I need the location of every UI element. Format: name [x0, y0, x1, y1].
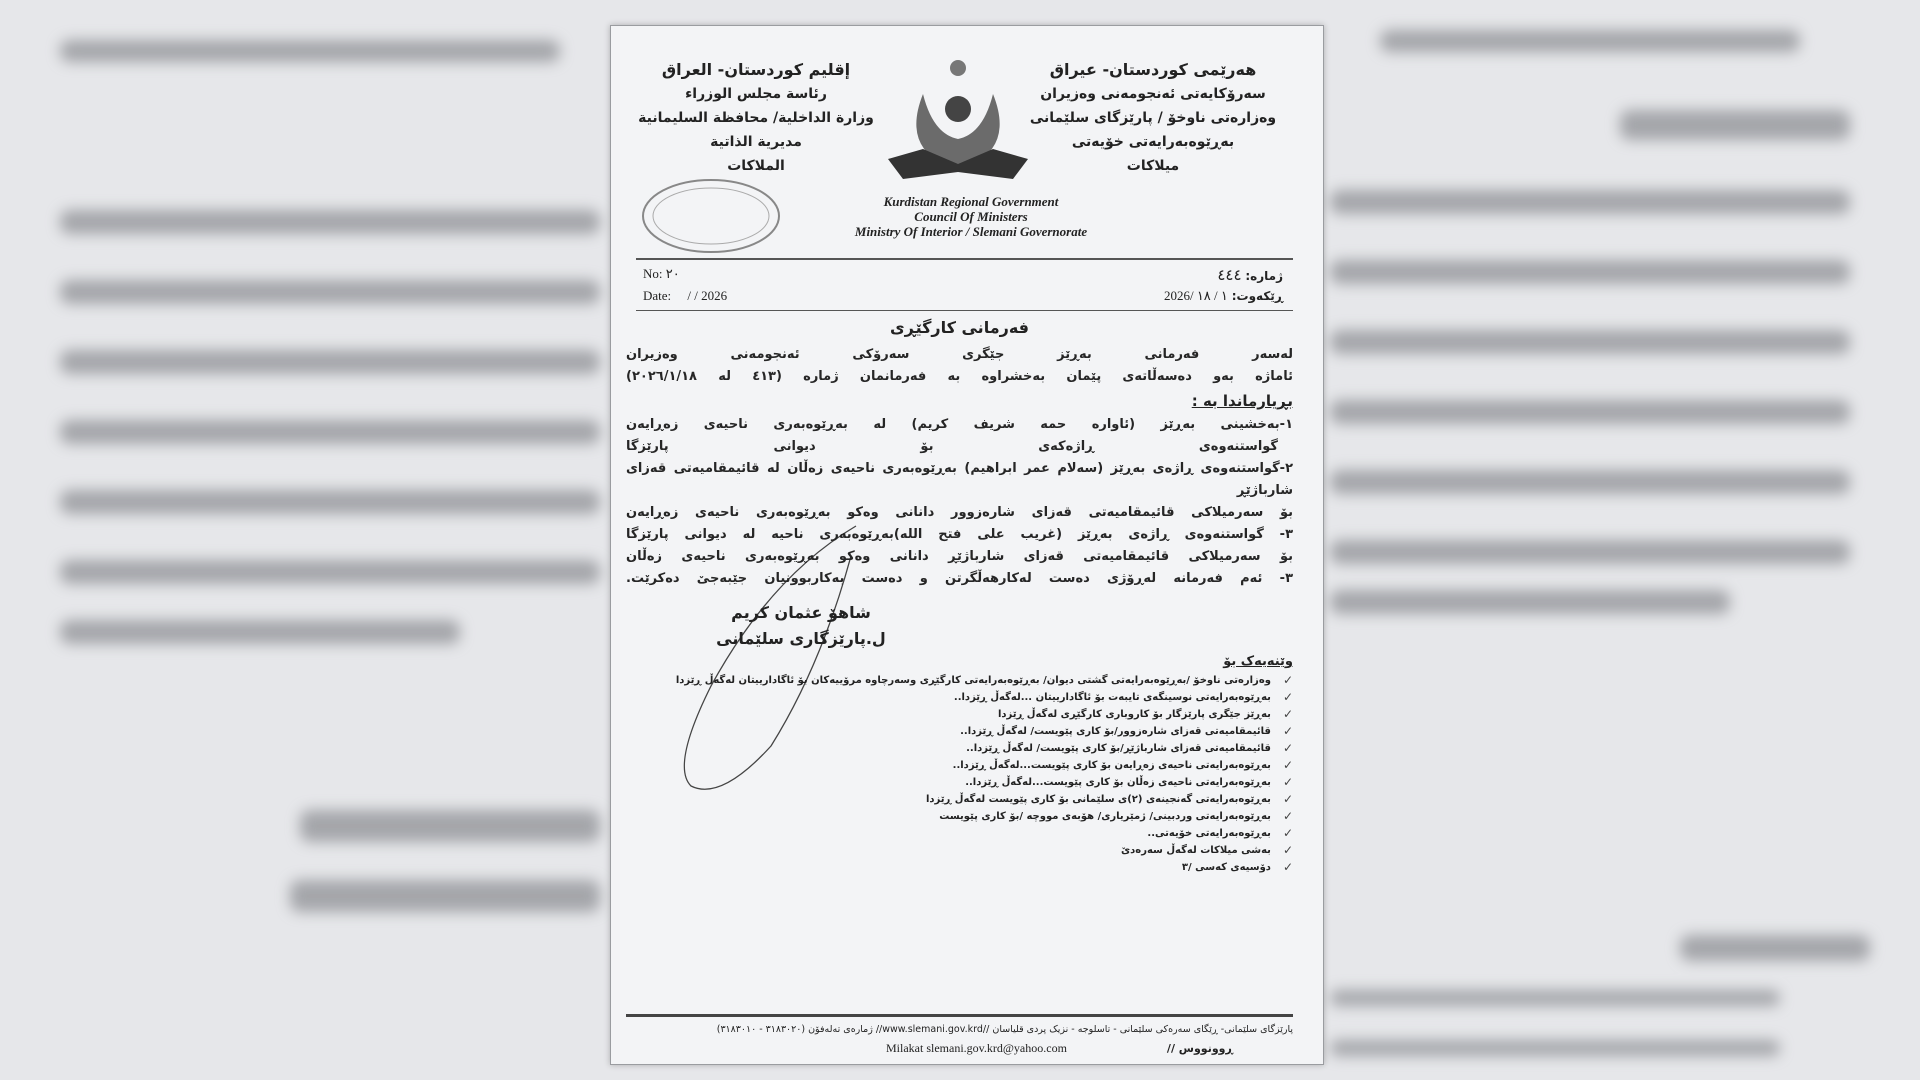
- no-value: ٢٠: [665, 266, 680, 281]
- header-arabic: [636, 58, 876, 178]
- cc-item: [666, 757, 1293, 774]
- footer: [626, 1014, 1293, 1056]
- checkmark-icon: ✓: [1282, 809, 1293, 823]
- header-line: Kurdistan Regional Government: [883, 194, 1059, 209]
- cc-heading: وێنەیەک بۆ: [1223, 654, 1293, 669]
- checkmark-icon: ✓: [1282, 792, 1293, 806]
- cc-item-text: بەڕێوەبەرایەتی ناحیەی زەڕایەن بۆ کاری پێویست...لەگەڵ ڕێزدا..: [952, 760, 1271, 771]
- header-line: رئاسة مجلس الوزراء: [685, 86, 827, 102]
- krg-emblem-icon: [883, 54, 1033, 194]
- intro-line: ئاماژە بەو دەسەڵاتەی پێمان بەخشراوە بە فەرمانمان ژمارە (٤١٣ لە ٢٠٢٦/١/١٨): [626, 369, 1293, 384]
- decision-line: ٣- گواستنەوەی ڕاژەی بەڕێز (غریب علی فتح الله)بەڕێوەبەری ناحیە لە دیوانی پارێزگا: [626, 527, 1293, 542]
- cc-item-text: بەڕێوەبەرایەتی ناحیەی زەڵان بۆ کاری پێویست...لەگەڵ ڕێزدا..: [965, 777, 1271, 788]
- cc-item: [666, 672, 1293, 689]
- header-line: مديرية الذاتية: [710, 134, 802, 150]
- cc-item: [666, 825, 1293, 842]
- date-label: Date:: [643, 288, 672, 303]
- header-line: وزارة الداخلية/ محافظة السليمانية: [638, 110, 874, 126]
- intro-line: لەسەر فەرمانی بەڕێز جێگری سەرۆکی ئەنجومەنی وەزیران: [626, 347, 1293, 362]
- document-body: [626, 316, 1293, 1056]
- number-field: [1217, 266, 1283, 284]
- footer-email: Milakat slemani.gov.krd@yahoo.com: [886, 1041, 1067, 1055]
- cc-item-text: بەشی میلاکات لەگەڵ سەرەدێ: [1121, 845, 1271, 856]
- cc-item: [666, 740, 1293, 757]
- cc-item-text: قائیمقامیەتی قەزای شارباژێڕ/بۆ کاری پێویست/ لەگەڵ ڕێزدا..: [966, 743, 1271, 754]
- cc-item-text: بەڕێوەبەرایەتی وردبینی/ ژمێریاری/ هۆبەی مووچە /بۆ کاری پێویست: [939, 811, 1271, 822]
- checkmark-icon: ✓: [1282, 860, 1293, 874]
- header-english: [811, 194, 1131, 239]
- signer-name: شاهۆ عثمان کریم: [731, 603, 871, 622]
- header-line: هەرێمی کوردستان- عیراق: [1049, 60, 1257, 79]
- cc-item: [666, 791, 1293, 808]
- official-stamp: [639, 176, 784, 256]
- number-value: ٤٤٤: [1217, 266, 1242, 284]
- decision-line: ١-بەخشینی بەڕێز (ئاوارە حمە شریف کریم) لە بەڕێوەبەری ناحیەی زەڕایەن: [626, 417, 1293, 432]
- footer-row: [626, 1041, 1293, 1056]
- footer-address: پارێزگای سلێمانی- ڕێگای سەرەکی سلێمانی - تاسلوجە - نزیک پردی قلیاسان //www.slemani.gov.krd// ژمارەی تەلەفۆن (٣١٨٣٠٢٠ - ٣١٨٣٠١٠): [716, 1024, 1293, 1035]
- checkmark-icon: ✓: [1282, 707, 1293, 721]
- checkmark-icon: ✓: [1282, 826, 1293, 840]
- cc-item-text: قائیمقامیەتی قەزای شارەزوور/بۆ کاری پێویست/ لەگەڵ ڕێزدا..: [960, 726, 1271, 737]
- decision-line: بۆ سەرمیلاکی قائیمقامیەتی قەزای شارەزوور دانانی وەکو بەڕێوەبەری ناحیەی زەڕایەن: [626, 505, 1293, 520]
- no-label: No:: [643, 266, 663, 281]
- date-field: [643, 288, 727, 304]
- header-line: وەزارەتی ناوخۆ / پارێزگای سلێمانی: [1029, 110, 1277, 126]
- checkmark-icon: ✓: [1282, 741, 1293, 755]
- cc-item-text: بەڕێوەبەرایەتی نوسینگەی تایبەت بۆ ئاگادارییتان ...لەگەڵ ڕێزدا..: [953, 692, 1271, 703]
- divider: [636, 310, 1293, 311]
- no-field: [643, 266, 680, 282]
- cc-item: [666, 808, 1293, 825]
- header-kurdish: [1023, 58, 1283, 178]
- checkmark-icon: ✓: [1282, 690, 1293, 704]
- date-ku-field: [1164, 288, 1283, 304]
- header-line: إقليم كوردستان- العراق: [661, 60, 851, 79]
- decision-line: ٣- ئەم فەرمانە لەڕۆژی دەست لەکارهەڵگرتن و دەست بەکاربوونیان جێبەجێ دەکرێت.: [626, 571, 1293, 586]
- cc-item: [666, 689, 1293, 706]
- checkmark-icon: ✓: [1282, 673, 1293, 687]
- header-line: میلاکات: [1126, 158, 1180, 174]
- cc-item: [666, 842, 1293, 859]
- cc-item-text: بەڕێوەبەرایەتی خۆیەتی..: [1147, 828, 1271, 839]
- divider: [636, 258, 1293, 260]
- signer-title: ل.پارێزگاری سلێمانی: [716, 629, 886, 648]
- decision-line: بۆ سەرمیلاکی قائیمقامیەتی قەزای شارباژێڕ دانانی وەکو بەڕێوەبەری ناحیەی زەڵان: [626, 549, 1293, 564]
- footer-copy: ڕوونووس //: [1166, 1042, 1233, 1055]
- number-label: ژمارە:: [1245, 269, 1283, 283]
- cc-item-text: بەڕێوەبەرایەتی گەنجینەی (٢)ی سلێمانی بۆ کاری پێویست لەگەڵ ڕێزدا: [925, 794, 1271, 805]
- checkmark-icon: ✓: [1282, 758, 1293, 772]
- signature-block: [706, 600, 896, 652]
- cc-item: [666, 859, 1293, 876]
- checkmark-icon: ✓: [1282, 843, 1293, 857]
- decision-line: ٢-گواستنەوەی ڕاژەی بەڕێز (سەلام عمر ابراهیم) بەڕێوەبەری ناحیەی زەڵان لە قائیمقامیەتی قەزای شارباژێڕ: [626, 461, 1293, 498]
- cc-item: [666, 723, 1293, 740]
- date-value: / / 2026: [687, 288, 728, 303]
- header-line: Council Of Ministers: [914, 209, 1028, 224]
- decision-line: گواستنەوەی ڕاژەکەی بۆ دیوانی پارێزگا: [626, 439, 1278, 454]
- cc-item: [666, 774, 1293, 791]
- header-line: بەڕێوەبەرایەتی خۆیەتی: [1071, 134, 1235, 150]
- checkmark-icon: ✓: [1282, 775, 1293, 789]
- decided-heading: بڕیارماندا بە :: [1191, 392, 1293, 410]
- document-title: فەرمانی کارگێڕی: [890, 318, 1029, 337]
- document-page: [610, 25, 1324, 1065]
- cc-item: [666, 706, 1293, 723]
- cc-item-text: دۆسیەی کەسی /٣: [1181, 862, 1271, 873]
- cc-item-text: وەزارەتی ناوخۆ /بەڕێوەبەرایەتی گشتی دیوان/ بەڕێوەبەرایەتی کارگێڕی وسەرچاوە مرۆییەکان بۆ ئاگادارییتان لەگەڵ ڕێزدا: [675, 675, 1271, 686]
- date-ku-label: ڕێکەوت:: [1231, 289, 1283, 303]
- cc-list: [666, 672, 1293, 876]
- date-ku-value: 2026/ ١ / ١٨: [1163, 288, 1228, 303]
- header-line: سەرۆکایەتی ئەنجومەنی وەزیران: [1040, 86, 1266, 102]
- checkmark-icon: ✓: [1282, 724, 1293, 738]
- header-line: الملاكات: [727, 158, 785, 174]
- cc-item-text: بەڕێز جێگری پارێزگار بۆ کاروباری کارگێڕی لەگەڵ ڕێزدا: [997, 709, 1271, 720]
- header-line: Ministry Of Interior / Slemani Governorate: [854, 224, 1088, 239]
